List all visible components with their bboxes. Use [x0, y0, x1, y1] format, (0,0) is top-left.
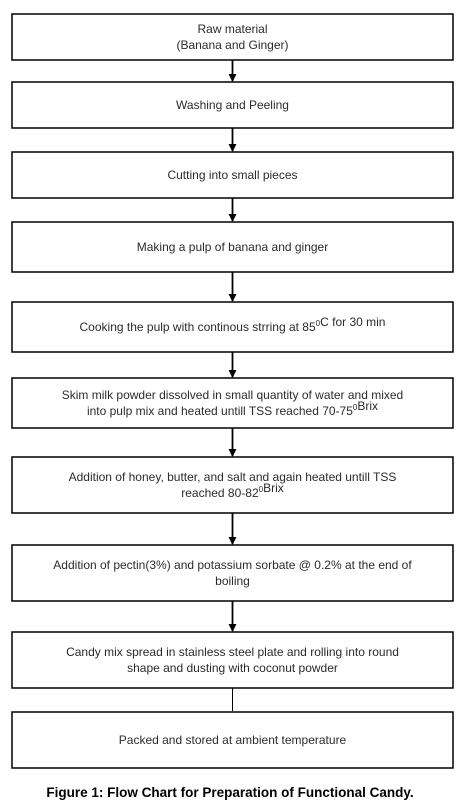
step-text-line: Addition of pectin(3%) and potassium sorbate @ 0.2% at the end of [53, 558, 412, 572]
step-text-line: reached $80-82^0Brix$ [181, 481, 284, 500]
step-box [12, 378, 453, 428]
flow-step-7 [12, 457, 453, 513]
step-text-line: Raw material [197, 22, 268, 36]
step-box [12, 632, 453, 688]
flow-step-4 [12, 222, 453, 272]
flow-step-2 [12, 82, 453, 128]
step-box [12, 14, 453, 60]
step-text-line: Cooking the pulp with continous strring at $85^0C$ for 30 min [79, 315, 386, 334]
step-text-line: Making a pulp of banana and ginger [136, 240, 329, 254]
step-box [12, 545, 453, 601]
flow-step-3 [12, 152, 453, 198]
step-text-line: Cutting into small pieces [167, 168, 298, 182]
flow-step-10 [12, 712, 453, 768]
flow-step-5 [12, 302, 453, 352]
step-text-line: Skim milk powder dissolved in small quantity of water and mixed [61, 388, 404, 402]
step-text-line: Addition of honey, butter, and salt and again heated untill TSS [68, 470, 397, 484]
step-text-line: Washing and Peeling [176, 98, 289, 112]
step-boxes [12, 14, 453, 768]
figure-caption: Figure 1: Flow Chart for Preparation of Functional Candy. [46, 785, 414, 800]
flow-step-9 [12, 632, 453, 688]
step-text-line: shape and dusting with coconut powder [127, 661, 338, 675]
step-text-line: boiling [215, 574, 250, 588]
step-box [12, 457, 453, 513]
step-text-line: (Banana and Ginger) [176, 38, 289, 52]
flow-step-8 [12, 545, 453, 601]
step-text-line: Candy mix spread in stainless steel plate and rolling into round [66, 645, 399, 659]
flow-step-1 [12, 14, 453, 60]
step-text-line: into pulp mix and heated untill TSS reached $70-75^0Brix$ [86, 399, 379, 418]
step-text-line: Packed and stored at ambient temperature [118, 733, 347, 747]
flow-step-6 [12, 378, 453, 428]
